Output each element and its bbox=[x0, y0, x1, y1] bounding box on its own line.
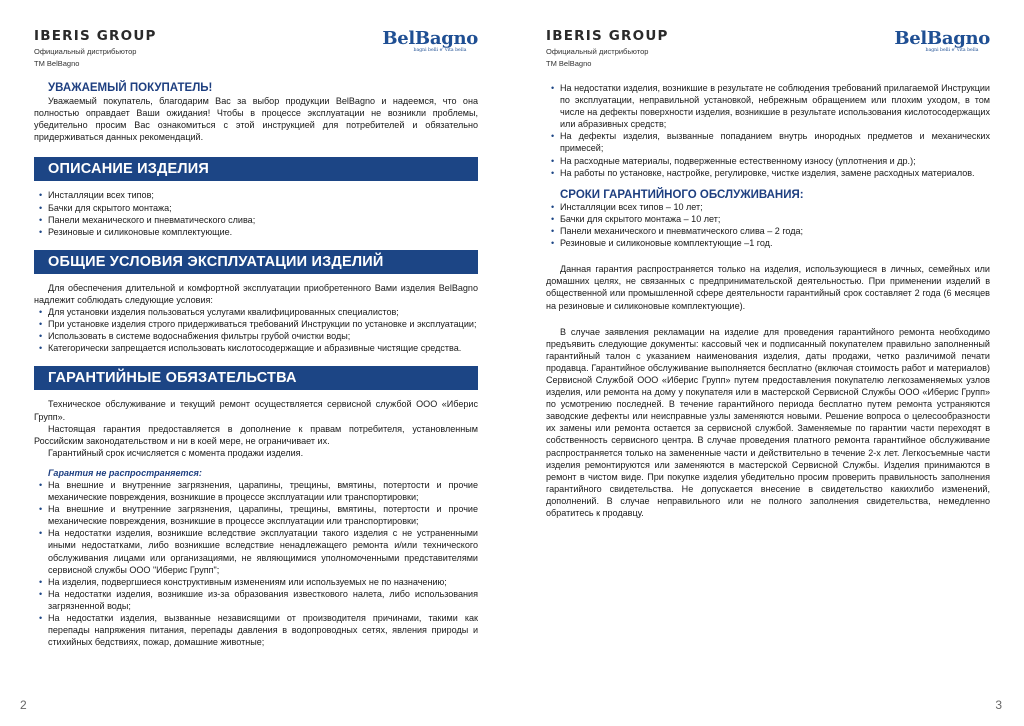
logo-text: BelBagno bbox=[382, 28, 478, 49]
logo-tagline: bagni belli e' vita bella bbox=[925, 48, 979, 53]
list-item: • Резиновые и силиконовые комплектующие –1 год. bbox=[546, 237, 990, 249]
list-item: • Инсталляции всех типов; bbox=[34, 189, 478, 201]
conditions-list bbox=[34, 306, 478, 354]
belbagno-logo bbox=[382, 28, 478, 53]
list-item: • Бачки для скрытого монтажа – 10 лет; bbox=[546, 213, 990, 225]
list-item: • Панели механического и пневматического слива; bbox=[34, 214, 478, 226]
section-conditions-title: ОБЩИЕ УСЛОВИЯ ЭКСПЛУАТАЦИИ ИЗДЕЛИЙ bbox=[34, 250, 478, 274]
list-item: • На дефекты изделия, вызванные попаданием внутрь инородных предметов и механических примесей; bbox=[546, 130, 990, 154]
list-item: • При установке изделия строго придерживаться требований Инструкции по установке и эксплуатации; bbox=[34, 318, 478, 330]
warranty-p3: Гарантийный срок исчисляется с момента продажи изделия. bbox=[48, 447, 304, 458]
brand-block bbox=[34, 28, 157, 68]
list-item: • На недостатки изделия, возникшие в результате не соблюдения требований прилагаемой Инструкции по эксплуатации, неправильной установкой, небрежным обращением или плохим уходом, в том числе на дефекты поверхности изделия, возникшие в результате использования кислотосодержащих или абразивных средств; bbox=[546, 82, 990, 130]
exclusions-title: Гарантия не распространяется: bbox=[48, 467, 202, 478]
list-item: • На изделия, подвергшиеся конструктивным изменениям или используемых не по назначению; bbox=[34, 576, 478, 588]
warranty-p1: Техническое обслуживание и текущий ремонт осуществляется сервисной службой ООО «Иберис Групп». bbox=[34, 399, 478, 422]
list-item: • Резиновые и силиконовые комплектующие. bbox=[34, 226, 478, 238]
exclusions-list-continued bbox=[546, 82, 990, 179]
greeting-text: Уважаемый покупатель, благодарим Вас за выбор продукции BelBagno и надеемся, что она полностью оправдает Ваши ожидания! Чтобы в процессе эксплуатации не возникли проблемы, убедительно просим Вас ознакомиться с этой инструкцией для потребителей и обязательно придерживаться данных рекомендаций. bbox=[34, 96, 478, 143]
description-list bbox=[34, 189, 478, 237]
list-item: • На недостатки изделия, вызванные независящими от производителя причинами, такими как перепады напряжения питания, перепады давления в водопроводных сетях, явления природы и стихийных бедствиях, пожар, домашние животные; bbox=[34, 612, 478, 648]
list-item: • Использовать в системе водоснабжения фильтры грубой очистки воды; bbox=[34, 330, 478, 342]
logo-text: BelBagno bbox=[894, 28, 990, 49]
section-warranty-title: ГАРАНТИЙНЫЕ ОБЯЗАТЕЛЬСТВА bbox=[34, 366, 478, 390]
brand-line-2: ТМ BelBagno bbox=[34, 59, 80, 68]
belbagno-logo bbox=[894, 28, 990, 53]
brand-line-1: Официальный дистрибьютор bbox=[34, 47, 137, 56]
page-number: 3 bbox=[995, 698, 1002, 712]
brand-name: IBERIS GROUP bbox=[34, 28, 157, 44]
section-description-title: ОПИСАНИЕ ИЗДЕЛИЯ bbox=[34, 157, 478, 181]
list-item: • Панели механического и пневматического слива – 2 года; bbox=[546, 225, 990, 237]
terms-title: СРОКИ ГАРАНТИЙНОГО ОБСЛУЖИВАНИЯ: bbox=[560, 188, 804, 201]
page-number: 2 bbox=[20, 698, 27, 712]
greeting-title: УВАЖАЕМЫЙ ПОКУПАТЕЛЬ! bbox=[48, 82, 213, 94]
brand-name: IBERIS GROUP bbox=[546, 28, 669, 44]
list-item: • На расходные материалы, подверженные естественному износу (уплотнения и др.); bbox=[546, 155, 990, 167]
list-item: • На внешние и внутренние загрязнения, царапины, трещины, вмятины, потертости и прочие механические повреждения, возникшие в процессе эксплуатации или транспортировки; bbox=[34, 479, 478, 503]
logo-tagline: bagni belli e' vita bella bbox=[413, 48, 467, 53]
brand-line-1: Официальный дистрибьютор bbox=[546, 47, 649, 56]
list-item: • На недостатки изделия, возникшие вследствие эксплуатации такого изделия с не устраненными иными недостатками, либо возникшие вследствие ненадлежащего ремонта и/или технического обслуживания лицами или организациями, не являющимися уполномоченными представителями сервисной службы ООО "Иберис Групп"; bbox=[34, 527, 478, 575]
list-item: • Категорически запрещается использовать кислотосодержащие и абразивные чистящие средства. bbox=[34, 342, 478, 354]
brand-block bbox=[546, 28, 669, 68]
list-item: • Инсталляции всех типов – 10 лет; bbox=[546, 201, 990, 213]
scope-paragraph: Данная гарантия распространяется только на изделия, использующиеся в личных, семейных или домашних целях, не связанных с предпринимательской деятельностью. При применении изделий в общественной или промышленной сфере деятельности гарантийный срок составляет 2 года (6 месяцев на резиновые и силиконовые комплектующие). bbox=[546, 264, 990, 311]
right-content bbox=[546, 82, 990, 519]
list-item: • Для установки изделия пользоваться услугами квалифицированных специалистов; bbox=[34, 306, 478, 318]
exclusions-list bbox=[34, 479, 478, 648]
list-item: • Бачки для скрытого монтажа; bbox=[34, 202, 478, 214]
list-item: • На внешние и внутренние загрязнения, царапины, трещины, вмятины, потертости и прочие механические повреждения, возникшие в процессе эксплуатации или транспортировки; bbox=[34, 503, 478, 527]
list-item: • На недостатки изделия, возникшие из-за образования известкового налета, либо использования загрязненной воды; bbox=[34, 588, 478, 612]
terms-list bbox=[546, 201, 990, 249]
brand-line-2: ТМ BelBagno bbox=[546, 59, 592, 68]
warranty-p2: Настоящая гарантия предоставляется в дополнение к правам потребителя, установленным Российским законодательством и ни в коей мере, не ограничивает их. bbox=[34, 423, 478, 446]
left-content bbox=[34, 82, 478, 648]
conditions-intro: Для обеспечения длительной и комфортной эксплуатации приобретенного Вами изделия BelBagno надлежит соблюдать следующие условия: bbox=[34, 282, 478, 305]
list-item: • На работы по установке, настройке, регулировке, чистке изделия, замене расходных материалов. bbox=[546, 167, 990, 179]
claims-paragraph: В случае заявления рекламации на изделие для проведения гарантийного ремонта необходимо предъявить следующие документы: кассовый чек и подписанный покупателем правильно заполненный гарантийный талон с указанием наименования изделия, даты продажи, четко различимой печати продавца. Гарантийное обслуживание выполняется бесплатно (включая стоимость работ и материалов) Сервисной Службой ООО «Иберис Групп» путем предоставления покупателю легкозаменяемых узлов изделия, или ремонта на дому у покупателя или в мастерской Сервисной Службы ООО «Иберис Групп» по усмотрению последней. В течение гарантийного периода бесплатно путем ремонта устраняются заводские дефекты или неисправные узлы заменяются новыми. Решение вопроса о целесообразности их замены или ремонта остается за сервисной службой. Заменяемые по гарантии части переходят в собственность сервисного центра. В случае проведения платного ремонта гарантийное обслуживание распространяется только на замененные части и действительно в течение 2-х лет. Легкосъемные части изделия ремонтируются или заменяются в мастерской Сервисной Службы. Изделия принимаются в ремонт в чистом виде. При покупке изделия убедительно просим проверить правильность заполнения гарантийного свидетельства. Не допускается внесение в свидетельство какихлибо изменений, дополнений. В случае неправильного или не полного заполнения свидетельства, немедленно обратитесь к продавцу. bbox=[546, 326, 990, 518]
